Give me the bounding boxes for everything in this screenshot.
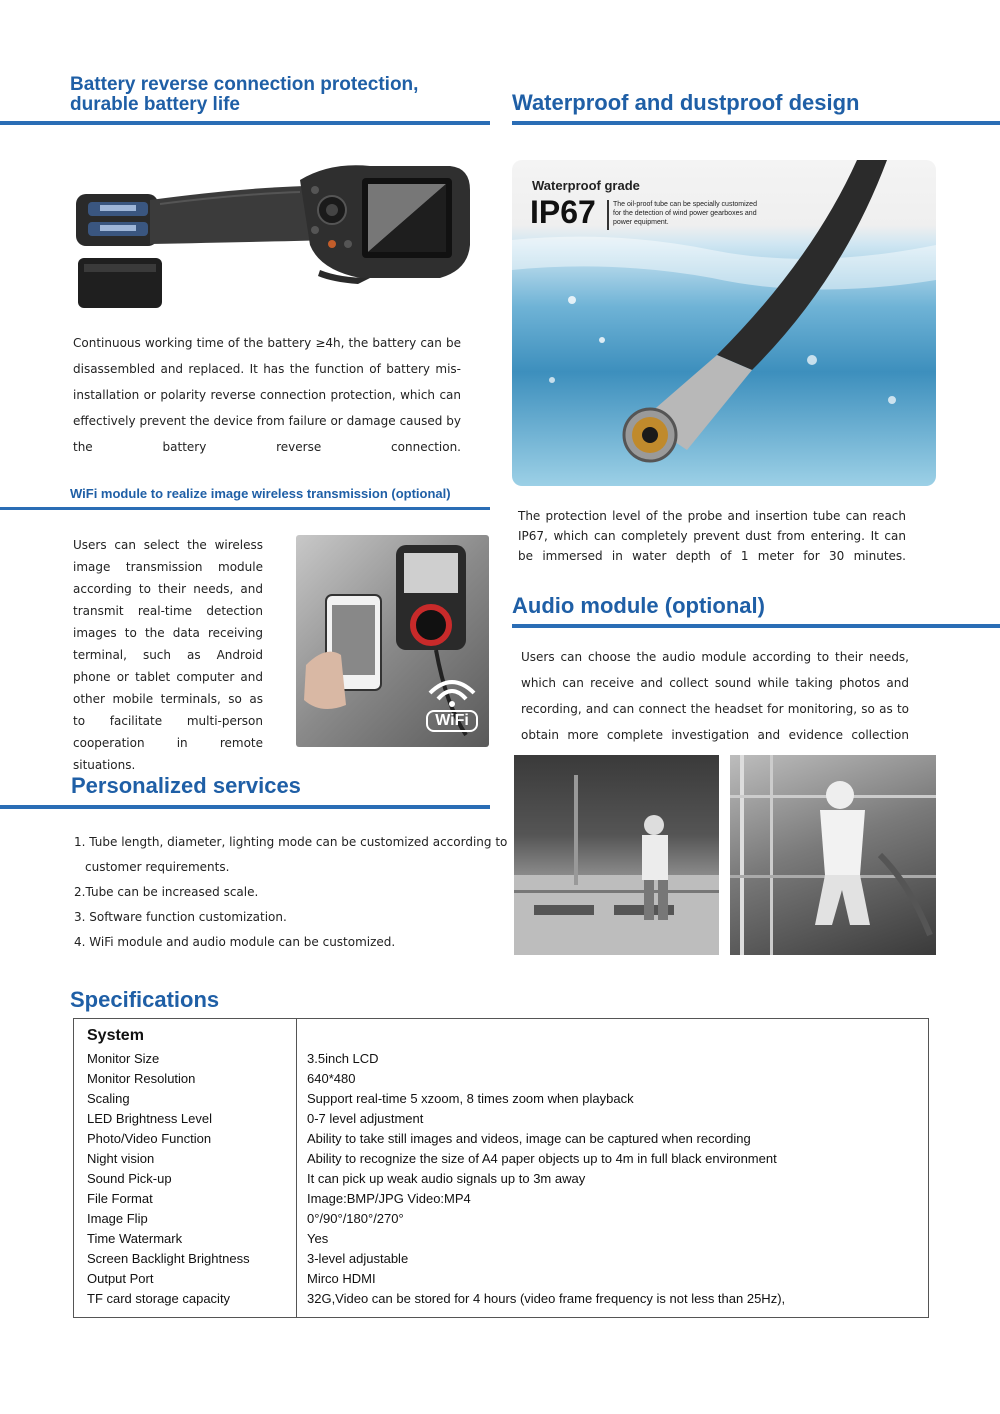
table-row	[74, 1191, 928, 1211]
personalized-item-1-cont: customer requirements.	[85, 860, 230, 874]
device-with-battery-image	[70, 160, 480, 310]
wifi-icon	[426, 675, 478, 707]
spec-value: Mirco HDMI	[307, 1271, 376, 1286]
battery-description: Continuous working time of the battery ≥4h, the battery can be disassembled and replaced. It has the function of battery mis-installation or polarity reverse connection protection, which can effectively prevent the device from failure or damage caused by the battery reverse connection.	[73, 336, 461, 454]
battery-title	[70, 75, 418, 115]
spec-value: 3.5inch LCD	[307, 1051, 379, 1066]
night-vision-image-store	[514, 755, 719, 955]
night-vision-image-worker	[730, 755, 936, 955]
specs-title: Specifications	[70, 987, 220, 1012]
audio-title: Audio module (optional)	[512, 593, 765, 618]
spec-value: Image:BMP/JPG Video:MP4	[307, 1191, 471, 1206]
spec-value: 0-7 level adjustment	[307, 1111, 424, 1126]
table-row	[74, 1111, 928, 1131]
spec-value: Ability to recognize the size of A4 paper objects up to 4m in full black environment	[307, 1151, 777, 1166]
night-vision-store-illustration	[514, 755, 719, 955]
audio-title-rule	[512, 624, 1000, 628]
wifi-badge	[426, 675, 478, 735]
personalized-item-2: 2.Tube can be increased scale.	[74, 885, 259, 899]
specs-section-title: System	[87, 1027, 144, 1044]
waterproof-title: Waterproof and dustproof design	[512, 90, 860, 115]
personalized-item-3: 3. Software function customization.	[74, 910, 287, 924]
spec-key: Scaling	[87, 1091, 130, 1106]
wifi-title: WiFi module to realize image wireless transmission (optional)	[70, 486, 451, 501]
table-row	[74, 1091, 928, 1111]
personalized-item-1: 1. Tube length, diameter, lighting mode can be customized according to	[74, 835, 508, 849]
personalized-title: Personalized services	[71, 773, 301, 798]
table-row	[74, 1071, 928, 1091]
waterproof-description: The protection level of the probe and insertion tube can reach IP67, which can completely prevent dust from entering. It can be immersed in water depth of 1 meter for 30 minutes.	[518, 509, 906, 563]
personalized-item-4: 4. WiFi module and audio module can be customized.	[74, 935, 396, 949]
table-row	[74, 1211, 928, 1231]
table-row	[74, 1151, 928, 1171]
battery-title-line2: durable battery life	[70, 94, 240, 115]
waterproof-title-rule	[512, 121, 1000, 125]
wifi-phone-image	[296, 535, 489, 747]
waterproof-grade-note: The oil-proof tube can be specially customized for the detection of wind power gearboxes and power equipment.	[613, 201, 757, 226]
spec-key: Sound Pick-up	[87, 1171, 172, 1186]
spec-value: Yes	[307, 1231, 329, 1246]
wifi-description: Users can select the wireless image transmission module according to their needs, and transmit real-time detection images to the data receiving terminal, such as Android phone or tablet computer and other mobile terminals, so as to facilitate multi-person cooperation in remote situations.	[73, 538, 263, 772]
personalized-title-rule	[0, 805, 490, 809]
table-row	[74, 1291, 928, 1311]
waterproof-grade-divider	[607, 200, 609, 230]
table-row	[74, 1231, 928, 1251]
spec-key: Image Flip	[87, 1211, 148, 1226]
spec-key: Photo/Video Function	[87, 1131, 212, 1146]
spec-key: TF card storage capacity	[87, 1291, 231, 1306]
audio-description: Users can choose the audio module according to their needs, which can receive and collect sound while taking photos and recording, and can connect the headset for monitoring, so as to obtain more complete investigation and evidence collection	[521, 650, 909, 742]
spec-value: It can pick up weak audio signals up to 3m away	[307, 1171, 586, 1186]
spec-key: Monitor Resolution	[87, 1071, 196, 1086]
battery-title-rule	[0, 121, 490, 125]
specs-table	[73, 1018, 929, 1318]
waterproof-grade-value: IP67	[530, 194, 596, 230]
spec-key: Output Port	[87, 1271, 154, 1286]
table-row	[74, 1171, 928, 1191]
wifi-title-rule	[0, 507, 490, 510]
spec-value: 640*480	[307, 1071, 356, 1086]
spec-value: 32G,Video can be stored for 4 hours (video frame frequency is not less than 25Hz),	[307, 1291, 786, 1306]
spec-key: Night vision	[87, 1151, 155, 1166]
spec-key: File Format	[87, 1191, 153, 1206]
spec-key: LED Brightness Level	[87, 1111, 213, 1126]
spec-value: Support real-time 5 xzoom, 8 times zoom when playback	[307, 1091, 634, 1106]
waterproof-image	[512, 160, 936, 486]
wifi-badge-label: WiFi	[426, 710, 478, 732]
spec-key: Time Watermark	[87, 1231, 183, 1246]
spec-value: 3-level adjustable	[307, 1251, 409, 1266]
table-row	[74, 1271, 928, 1291]
spec-value: 0°/90°/180°/270°	[307, 1211, 404, 1226]
table-row	[74, 1131, 928, 1151]
spec-key: Monitor Size	[87, 1051, 160, 1066]
table-row	[74, 1051, 928, 1071]
table-row	[74, 1251, 928, 1271]
spec-key: Screen Backlight Brightness	[87, 1251, 250, 1266]
battery-title-line1: Battery reverse connection protection,	[70, 74, 419, 95]
night-vision-worker-illustration	[730, 755, 936, 955]
waterproof-grade-label: Waterproof grade	[532, 178, 640, 193]
spec-value: Ability to take still images and videos, image can be captured when recording	[307, 1131, 751, 1146]
